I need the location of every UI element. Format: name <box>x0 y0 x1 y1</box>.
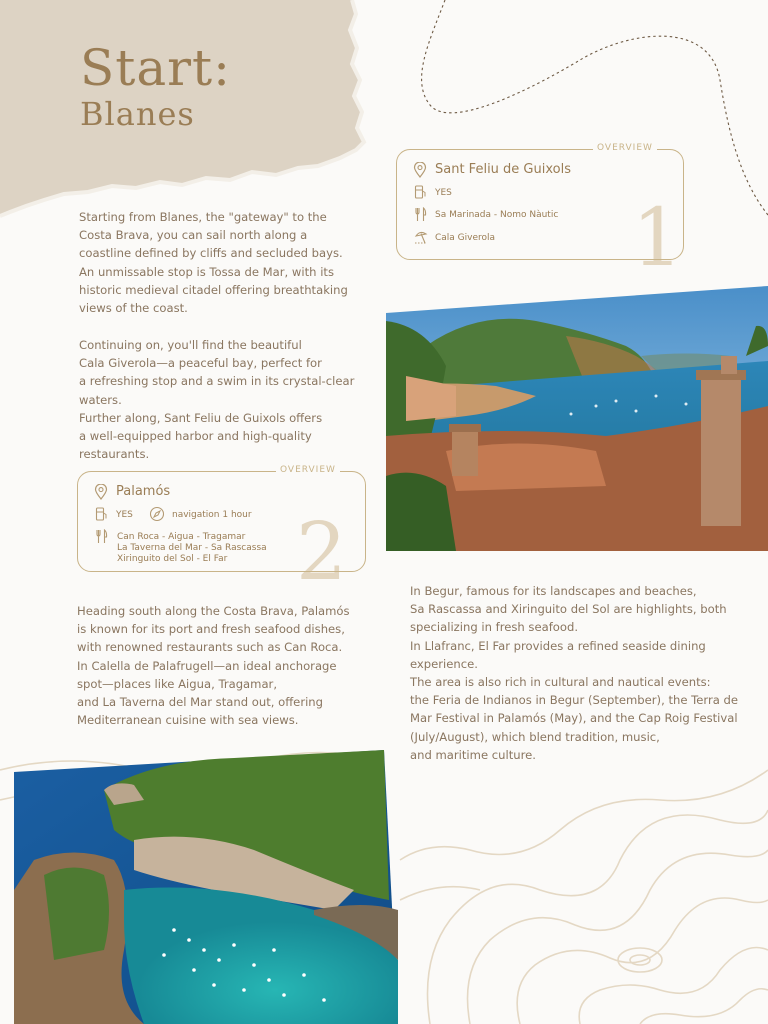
overview-number-2: 2 <box>296 505 347 598</box>
beach-umbrella-icon <box>414 230 428 244</box>
overview-card-2 <box>77 465 366 572</box>
intro-paragraph: Starting from Blanes, the "gateway" to the Costa Brava, you can sail north along a coastline defined by cliffs and secluded bays. An unmissable stop is Tossa de Mar, with its historic medieval citadel offering breathtaking views of the coast. <box>79 210 348 316</box>
overview-restaurants: Can Roca - Aigua - Tragamar La Taverna del Mar - Sa Rascassa Xiringuito del Sol - El Far <box>117 532 267 564</box>
overview-label: OVERVIEW <box>593 143 657 153</box>
overview-card-1 <box>396 143 684 260</box>
fork-knife-icon <box>414 207 427 222</box>
overview-number-1: 1 <box>632 191 683 284</box>
overview-beach: Cala Giverola <box>435 233 496 243</box>
overview-label: OVERVIEW <box>276 465 340 475</box>
compass-icon <box>149 506 165 522</box>
page-subtitle: Blanes <box>80 95 195 133</box>
fuel-pump-icon <box>414 185 427 199</box>
begur-paragraph: In Begur, famous for its landscapes and beaches, Sa Rascassa and Xiringuito del Sol are highlights, both specializing in fresh seafood. In Llafranc, El Far provides a refined seaside dining experience. The area is also rich in cultural and nautical events: the Feria de Indianos in Begur (September), the Terra de Mar Festival in Palamós (May), and the Cap Roig Festival (July/August), which blend tradition, music, and maritime culture. <box>410 584 739 762</box>
overview-fuel: YES <box>116 510 133 520</box>
page-title: Start: <box>80 39 231 97</box>
overview-navigation: navigation 1 hour <box>172 510 252 520</box>
location-pin-icon <box>94 484 108 500</box>
overview-restaurant: Sa Marinada - Nomo Nàutic <box>435 210 559 220</box>
aerial-cove-photo <box>14 750 398 1024</box>
overview-place: Sant Feliu de Guixols <box>435 162 571 177</box>
fork-knife-icon <box>95 529 108 544</box>
fuel-pump-icon <box>95 507 108 521</box>
location-pin-icon <box>413 162 427 178</box>
tossa-de-mar-photo <box>386 286 768 551</box>
overview-fuel: YES <box>435 188 452 198</box>
overview-place: Palamós <box>116 484 171 499</box>
continue-paragraph: Continuing on, you'll find the beautiful Cala Giverola—a peaceful bay, perfect for a refreshing stop and a swim in its crystal-clear waters. Further along, Sant Feliu de Guixols offers a well-equipped harbor and high-quality restaurants. <box>79 338 355 462</box>
south-paragraph: Heading south along the Costa Brava, Palamós is known for its port and fresh seafood dishes, with renowned restaurants such as Can Roca. In Calella de Palafrugell—an ideal anchorage spot—places like Aigua, Tragamar, and La Taverna del Mar stand out, offering Mediterranean cuisine with sea views. <box>77 604 350 728</box>
